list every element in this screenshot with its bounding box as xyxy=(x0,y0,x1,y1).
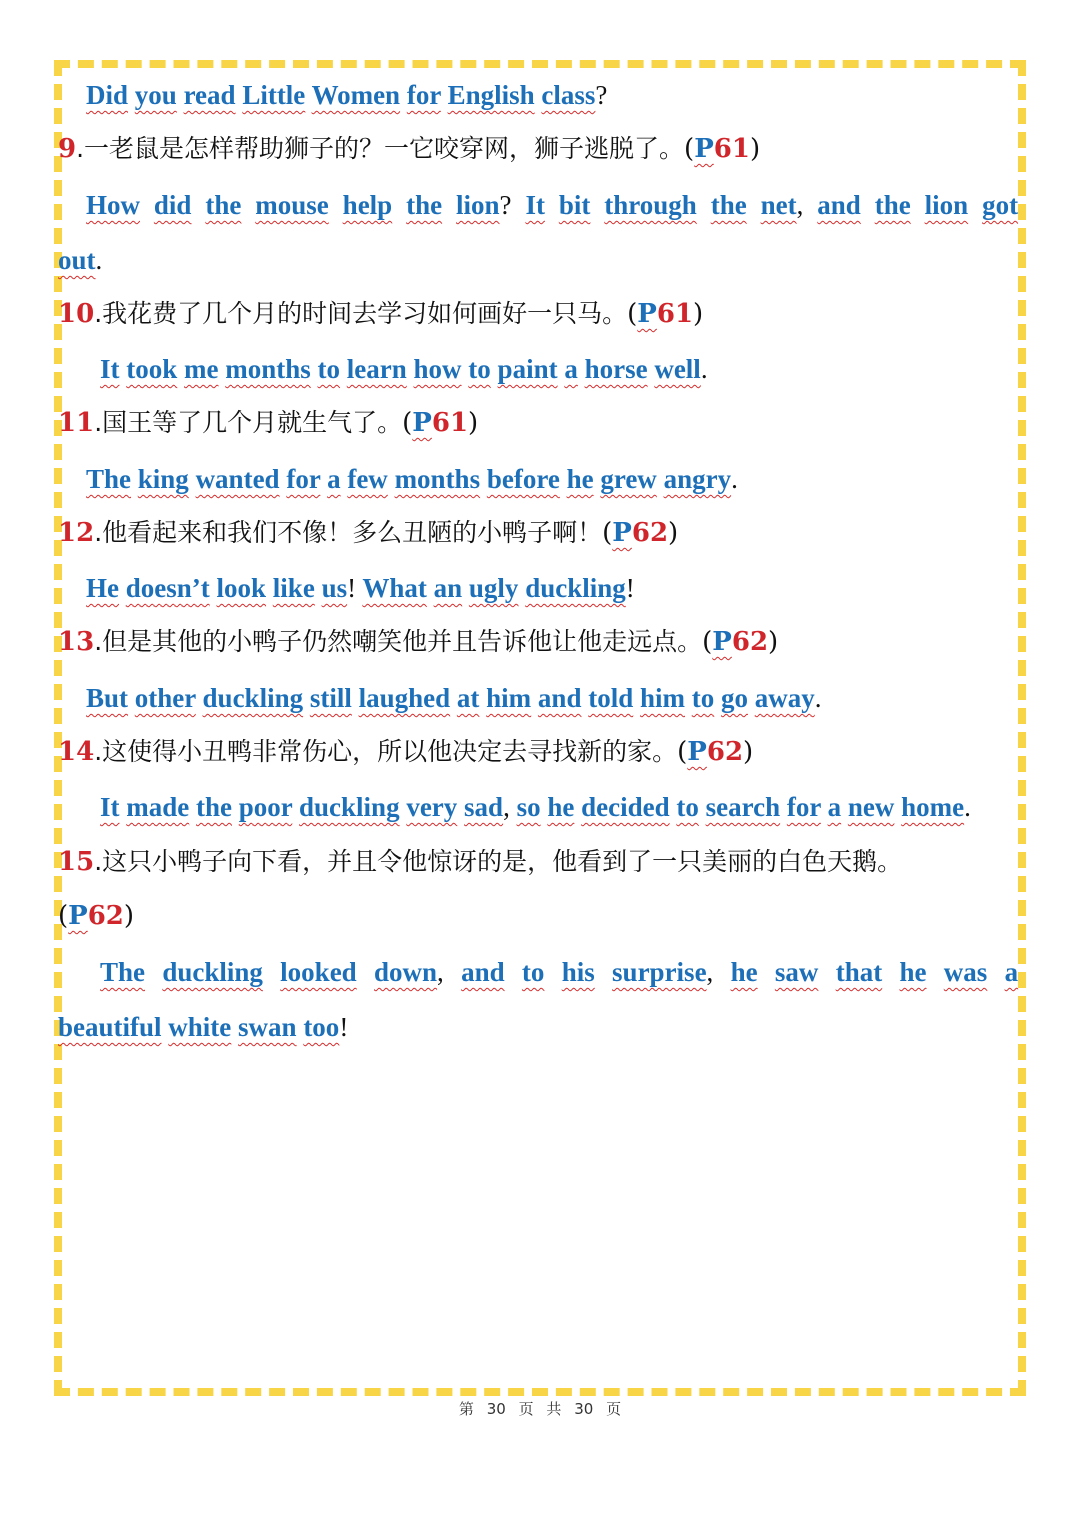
answer-word: him xyxy=(639,683,685,713)
answer-word: surprise xyxy=(612,957,707,987)
answer-word: swan xyxy=(238,1012,297,1042)
page-ref-number: 62 xyxy=(87,901,124,931)
answer-word: months xyxy=(394,464,481,494)
question-number: 15 xyxy=(58,847,95,877)
page-ref-letter: P xyxy=(412,408,432,438)
answer-word: king xyxy=(137,464,189,494)
chinese-question-line xyxy=(58,406,1018,440)
answer-word: for xyxy=(406,80,441,110)
chinese-question-line xyxy=(58,625,1018,659)
answer-word: It xyxy=(100,792,120,822)
question-text: .我花费了几个月的时间去学习如何画好一只马。 xyxy=(94,299,628,328)
answer-word: he xyxy=(730,957,758,987)
answer-word: very xyxy=(406,792,458,822)
answer-word: well xyxy=(654,354,701,384)
question-text: .这使得小丑鸭非常伤心，所以他决定去寻找新的家。 xyxy=(94,737,678,766)
punctuation: ! xyxy=(347,573,357,603)
page-ref-number: 62 xyxy=(631,518,669,548)
answer-word: was xyxy=(943,957,988,987)
answer-word: mouse xyxy=(255,190,329,220)
answer-word: the xyxy=(196,792,232,822)
answer-word: go xyxy=(721,683,748,713)
answer-word: out xyxy=(58,245,96,275)
answer-word: Little xyxy=(242,80,306,110)
answer-word: to xyxy=(676,792,699,822)
english-answer-line xyxy=(58,1010,1018,1044)
answer-word: saw xyxy=(774,957,819,987)
question-text: .这只小鸭子向下看，并且令他惊讶的是，他看到了一只美丽的白色天鹅。 xyxy=(94,847,903,876)
punctuation: , xyxy=(796,190,804,220)
answer-word: like xyxy=(272,573,315,603)
answer-word: How xyxy=(86,190,140,220)
page-ref-open: ( xyxy=(677,737,688,767)
answer-word: took xyxy=(126,354,178,384)
page-ref-number: 61 xyxy=(431,408,469,438)
page-ref-open: ( xyxy=(627,299,638,329)
english-answer-line xyxy=(58,790,1018,824)
answer-word: ugly xyxy=(468,573,519,603)
page-ref-open: ( xyxy=(702,627,713,657)
answer-word: did xyxy=(153,190,192,220)
answer-word: duckling xyxy=(202,683,304,713)
answer-word: sad xyxy=(464,792,504,822)
chinese-question-line xyxy=(58,132,1018,166)
question-number: 11 xyxy=(58,408,95,438)
question-number: 10 xyxy=(58,299,95,329)
answer-word: so xyxy=(516,792,541,822)
answer-word: beautiful xyxy=(58,1012,162,1042)
answer-word: that xyxy=(835,957,883,987)
footer-label-ye: 页 xyxy=(518,1400,534,1418)
answer-word: a xyxy=(827,792,842,822)
answer-word: he xyxy=(566,464,594,494)
end-punctuation: . xyxy=(700,354,708,384)
page-reference-line xyxy=(58,899,1018,933)
answer-word: The xyxy=(86,464,132,494)
page-ref-number: 62 xyxy=(731,627,769,657)
answer-word: before xyxy=(486,464,560,494)
question-text: .一老鼠是怎样帮助狮子的？一它咬穿网，狮子逃脱了。 xyxy=(76,134,685,163)
answer-word: to xyxy=(317,354,341,384)
answer-word: for xyxy=(786,792,821,822)
answer-word: the xyxy=(406,190,443,220)
answer-word: wanted xyxy=(195,464,280,494)
answer-word: Women xyxy=(311,80,401,110)
page-ref-number: 61 xyxy=(656,299,694,329)
answer-word: to xyxy=(691,683,715,713)
answer-word: paint xyxy=(497,354,558,384)
answer-word: us xyxy=(321,573,348,603)
english-answer-line xyxy=(58,955,1018,989)
english-answer-line xyxy=(58,188,1018,222)
answer-word: too xyxy=(303,1012,340,1042)
answer-word: for xyxy=(286,464,321,494)
footer-label-gong: 共 xyxy=(546,1400,562,1418)
end-punctuation: ! xyxy=(625,573,635,603)
answer-word: looked xyxy=(280,957,357,987)
question-text: .他看起来和我们不像！多么丑陋的小鸭子啊！ xyxy=(94,518,603,547)
page-ref-open: ( xyxy=(58,901,69,931)
answer-word: class xyxy=(541,80,596,110)
answer-word: made xyxy=(126,792,190,822)
answer-word: a xyxy=(564,354,578,384)
answer-word: It xyxy=(100,354,120,384)
answer-word: search xyxy=(705,792,781,822)
end-punctuation: ! xyxy=(339,1012,349,1042)
page-ref-letter: P xyxy=(687,737,707,767)
answer-word: few xyxy=(347,464,388,494)
answer-word: how xyxy=(413,354,462,384)
answer-word: the xyxy=(874,190,911,220)
end-punctuation: . xyxy=(964,792,971,822)
english-answer-line xyxy=(58,571,1018,605)
answer-word: the xyxy=(710,190,747,220)
answer-word: grew xyxy=(600,464,657,494)
answer-word: He xyxy=(86,573,119,603)
answer-word: at xyxy=(456,683,480,713)
english-answer-line xyxy=(58,681,1018,715)
page-footer xyxy=(0,1398,1080,1419)
answer-word: to xyxy=(468,354,491,384)
answer-word: a xyxy=(1004,957,1019,987)
chinese-question-line xyxy=(58,845,1018,879)
page-ref-open: ( xyxy=(684,134,695,164)
end-punctuation: ? xyxy=(595,80,608,110)
answer-word: But xyxy=(86,683,129,713)
page-ref-letter: P xyxy=(637,299,657,329)
question-text: .国王等了几个月就生气了。 xyxy=(94,408,403,437)
punctuation: , xyxy=(437,957,444,987)
answer-word: got xyxy=(982,190,1019,220)
answer-word: his xyxy=(561,957,595,987)
page-ref-letter: P xyxy=(694,134,714,164)
english-answer-line xyxy=(58,243,1018,277)
page-ref-number: 62 xyxy=(706,737,744,767)
answer-word: learn xyxy=(346,354,407,384)
answer-word: help xyxy=(342,190,393,220)
answer-word: white xyxy=(168,1012,232,1042)
answer-word: doesn’t xyxy=(125,573,210,603)
answer-word: me xyxy=(184,354,219,384)
footer-total-pages: 30 xyxy=(574,1400,594,1418)
chinese-question-line xyxy=(58,735,1018,769)
page-ref-close: ) xyxy=(743,737,754,767)
answer-word: other xyxy=(134,683,196,713)
page-ref-open: ( xyxy=(602,518,613,548)
answer-word: you xyxy=(134,80,177,110)
english-answer-line xyxy=(58,462,1018,496)
punctuation: , xyxy=(503,792,510,822)
punctuation: ? xyxy=(499,190,512,220)
answer-word: and xyxy=(537,683,582,713)
footer-label-ye-2: 页 xyxy=(606,1400,622,1418)
answer-word: duckling xyxy=(299,792,400,822)
page-ref-close: ) xyxy=(693,299,704,329)
end-punctuation: . xyxy=(95,245,103,275)
answer-word: poor xyxy=(238,792,293,822)
page-ref-letter: P xyxy=(712,627,732,657)
answer-word: an xyxy=(433,573,463,603)
answer-word: bit xyxy=(558,190,591,220)
question-number: 9 xyxy=(58,134,77,164)
answer-word: horse xyxy=(584,354,648,384)
answer-word: a xyxy=(327,464,341,494)
answer-word: laughed xyxy=(358,683,451,713)
answer-word: he xyxy=(547,792,575,822)
answer-word: new xyxy=(847,792,895,822)
answer-word: still xyxy=(309,683,352,713)
answer-word: down xyxy=(374,957,438,987)
english-answer-line xyxy=(58,352,1018,386)
punctuation: , xyxy=(706,957,714,987)
answer-word: decided xyxy=(581,792,670,822)
answer-word: told xyxy=(588,683,634,713)
answer-word: lion xyxy=(924,190,969,220)
question-text: .但是其他的小鸭子仍然嘲笑他并且告诉他让他走远点。 xyxy=(94,627,703,656)
answer-word: months xyxy=(225,354,311,384)
page-ref-close: ) xyxy=(668,518,679,548)
page-ref-letter: P xyxy=(612,518,632,548)
answer-word: lion xyxy=(456,190,500,220)
answer-word: him xyxy=(486,683,532,713)
answer-word: to xyxy=(521,957,545,987)
answer-word: away xyxy=(754,683,815,713)
end-punctuation: . xyxy=(731,464,738,494)
question-number: 12 xyxy=(58,518,95,548)
page-ref-close: ) xyxy=(468,408,479,438)
answer-word: Did xyxy=(86,80,129,110)
answer-word: net xyxy=(760,190,797,220)
end-punctuation: . xyxy=(814,683,822,713)
answer-word: It xyxy=(525,190,545,220)
answer-word: duckling xyxy=(525,573,626,603)
page-ref-close: ) xyxy=(768,627,779,657)
page-ref-close: ) xyxy=(749,134,761,164)
english-answer-line xyxy=(58,78,1018,112)
question-number: 13 xyxy=(58,627,95,657)
question-number: 14 xyxy=(58,737,95,767)
chinese-question-line xyxy=(58,297,1018,331)
page-ref-number: 61 xyxy=(713,134,750,164)
page-ref-close: ) xyxy=(123,901,135,931)
answer-word: home xyxy=(901,792,965,822)
footer-page-number: 30 xyxy=(486,1400,506,1418)
page-ref-letter: P xyxy=(68,901,88,931)
footer-label-di: 第 xyxy=(458,1400,474,1418)
answer-word: he xyxy=(899,957,927,987)
answer-word: duckling xyxy=(162,957,263,987)
answer-word: and xyxy=(461,957,505,987)
answer-word: read xyxy=(183,80,236,110)
answer-word: look xyxy=(216,573,267,603)
answer-word: What xyxy=(362,573,427,603)
answer-word: through xyxy=(604,190,697,220)
answer-word: the xyxy=(205,190,242,220)
answer-word: and xyxy=(817,190,861,220)
page-ref-open: ( xyxy=(402,408,413,438)
answer-word: angry xyxy=(663,464,732,494)
answer-word: The xyxy=(100,957,146,987)
chinese-question-line xyxy=(58,516,1018,550)
answer-word: English xyxy=(447,80,535,110)
